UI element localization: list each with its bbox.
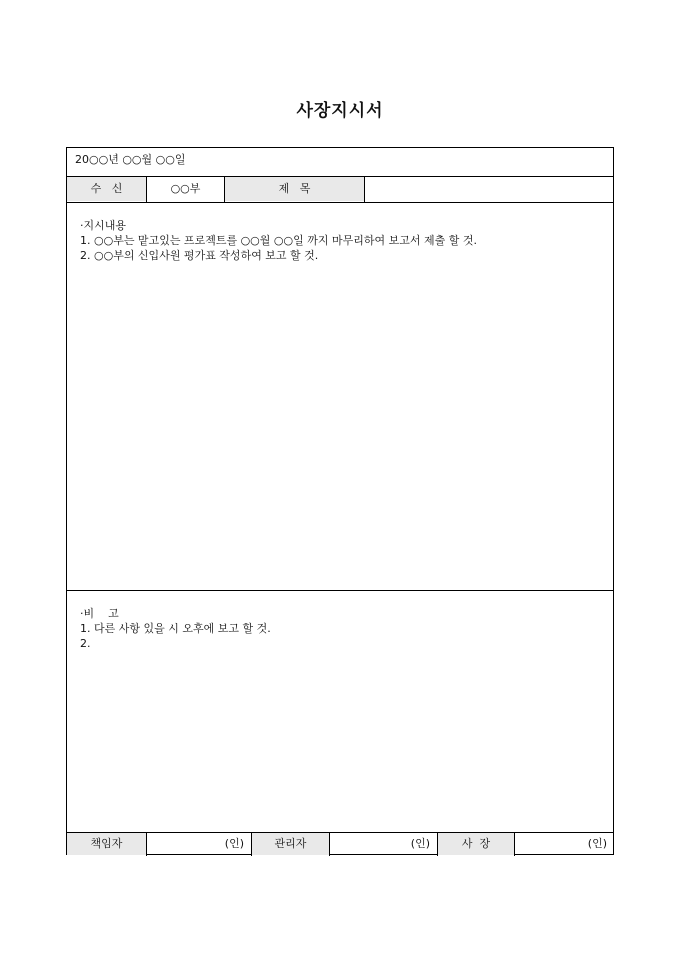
remarks-heading: ·비 고 <box>80 607 119 620</box>
manager-seal: (인) <box>410 837 430 850</box>
divider <box>67 202 613 203</box>
instruction-form <box>66 147 614 855</box>
president-label: 사 장 <box>461 837 491 850</box>
responsible-label: 책임자 <box>90 837 123 850</box>
date-field: 20○○년 ○○월 ○○일 <box>75 153 186 166</box>
instructions-heading: ·지시내용 <box>80 219 127 232</box>
divider <box>67 832 613 833</box>
receive-label: 수 신 <box>90 182 123 195</box>
divider <box>364 176 365 202</box>
remark-item: 1. 다른 사항 있을 시 오후에 보고 할 것. <box>80 622 271 635</box>
manager-label: 관리자 <box>274 837 307 850</box>
president-seal: (인) <box>587 837 607 850</box>
subject-label: 제 목 <box>278 182 311 195</box>
receive-value: ○○부 <box>170 182 201 195</box>
instruction-item: 2. ○○부의 신입사원 평가표 작성하여 보고 할 것. <box>80 249 319 262</box>
responsible-seal: (인) <box>224 837 244 850</box>
remark-item: 2. <box>80 637 91 650</box>
document-title: 사장지시서 <box>296 101 384 121</box>
remarks-section <box>80 606 271 651</box>
divider <box>67 590 613 591</box>
instructions-section <box>80 218 477 263</box>
instruction-item: 1. ○○부는 맡고있는 프로젝트를 ○○월 ○○일 까지 마무리하여 보고서 제출 할 것. <box>80 234 477 247</box>
